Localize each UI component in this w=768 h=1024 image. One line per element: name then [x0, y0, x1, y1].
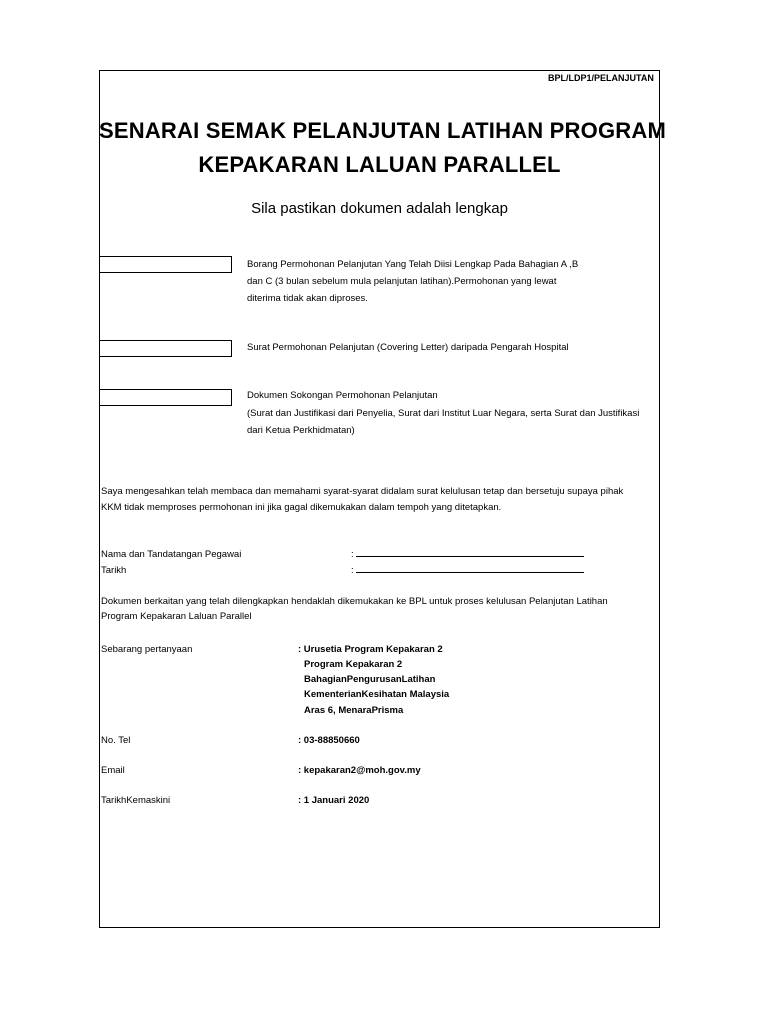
note-line-2: Program Kepakaran Laluan Parallel	[101, 611, 252, 622]
signature-name-colon: :	[351, 549, 354, 560]
address-line-5: Aras 6, MenaraPrisma	[304, 705, 404, 716]
reference-code: BPL/LDP1/PELANJUTAN	[548, 73, 654, 83]
checklist-item-1-line-1: Borang Permohonan Pelanjutan Yang Telah Diisi Lengkap Pada Bahagian A ,B	[247, 259, 579, 270]
checklist-item-3-line-1: Dokumen Sokongan Permohonan Pelanjutan	[247, 390, 438, 401]
signature-name-underline	[356, 547, 584, 557]
signature-date-label: Tarikh	[101, 565, 127, 576]
checklist-item-3-line-3: dari Ketua Perkhidmatan)	[247, 425, 355, 436]
signature-name-field[interactable]	[351, 546, 584, 563]
checklist-checkbox-3[interactable]	[99, 389, 232, 406]
signature-date-colon: :	[351, 565, 354, 576]
address-line-4: KementerianKesihatan Malaysia	[304, 689, 450, 700]
checklist-item-3-line-2: (Surat dan Justifikasi dari Penyelia, Surat dari Institut Luar Negara, serta Surat dan Justifikasi	[247, 408, 640, 419]
declaration-line-1: Saya mengesahkan telah membaca dan memahami syarat-syarat didalam surat kelulusan tetap dan bersetuju supaya pihak	[101, 486, 624, 497]
email-value[interactable]: : kepakaran2@moh.gov.my	[298, 765, 421, 776]
tel-label: No. Tel	[101, 735, 131, 746]
signature-name-label: Nama dan Tandatangan Pegawai	[101, 549, 242, 560]
checklist-checkbox-2[interactable]	[99, 340, 232, 357]
inquiry-label: Sebarang pertanyaan	[101, 644, 193, 655]
page-title-line-1: SENARAI SEMAK PELANJUTAN LATIHAN PROGRAM	[99, 118, 666, 143]
tel-value: : 03-88850660	[298, 735, 360, 746]
page-title-line-2: KEPAKARAN LALUAN PARALLEL	[198, 152, 561, 177]
checklist-item-1-line-2: dan C (3 bulan sebelum mula pelanjutan latihan).Permohonan yang lewat	[247, 276, 557, 287]
updated-value: : 1 Januari 2020	[298, 795, 370, 806]
address-line-1: : Urusetia Program Kepakaran 2	[298, 644, 443, 655]
note-line-1: Dokumen berkaitan yang telah dilengkapkan hendaklah dikemukakan ke BPL untuk proses kelulusan Pelanjutan Latihan	[101, 596, 608, 607]
email-label: Email	[101, 765, 125, 776]
address-line-3: BahagianPengurusanLatihan	[304, 674, 436, 685]
updated-label: TarikhKemaskini	[101, 795, 171, 806]
checklist-item-1-line-3: diterima tidak akan diproses.	[247, 293, 368, 304]
checklist-item-2-line-1: Surat Permohonan Pelanjutan (Covering Letter) daripada Pengarah Hospital	[247, 342, 569, 353]
address-line-2: Program Kepakaran 2	[304, 659, 403, 670]
page-subtitle: Sila pastikan dokumen adalah lengkap	[251, 200, 508, 217]
signature-date-underline	[356, 563, 584, 573]
checklist-checkbox-1[interactable]	[99, 256, 232, 273]
signature-date-field[interactable]	[351, 562, 584, 579]
declaration-line-2: KKM tidak memproses permohonan ini jika gagal dikemukakan dalam tempoh yang ditetapkan.	[101, 502, 502, 513]
